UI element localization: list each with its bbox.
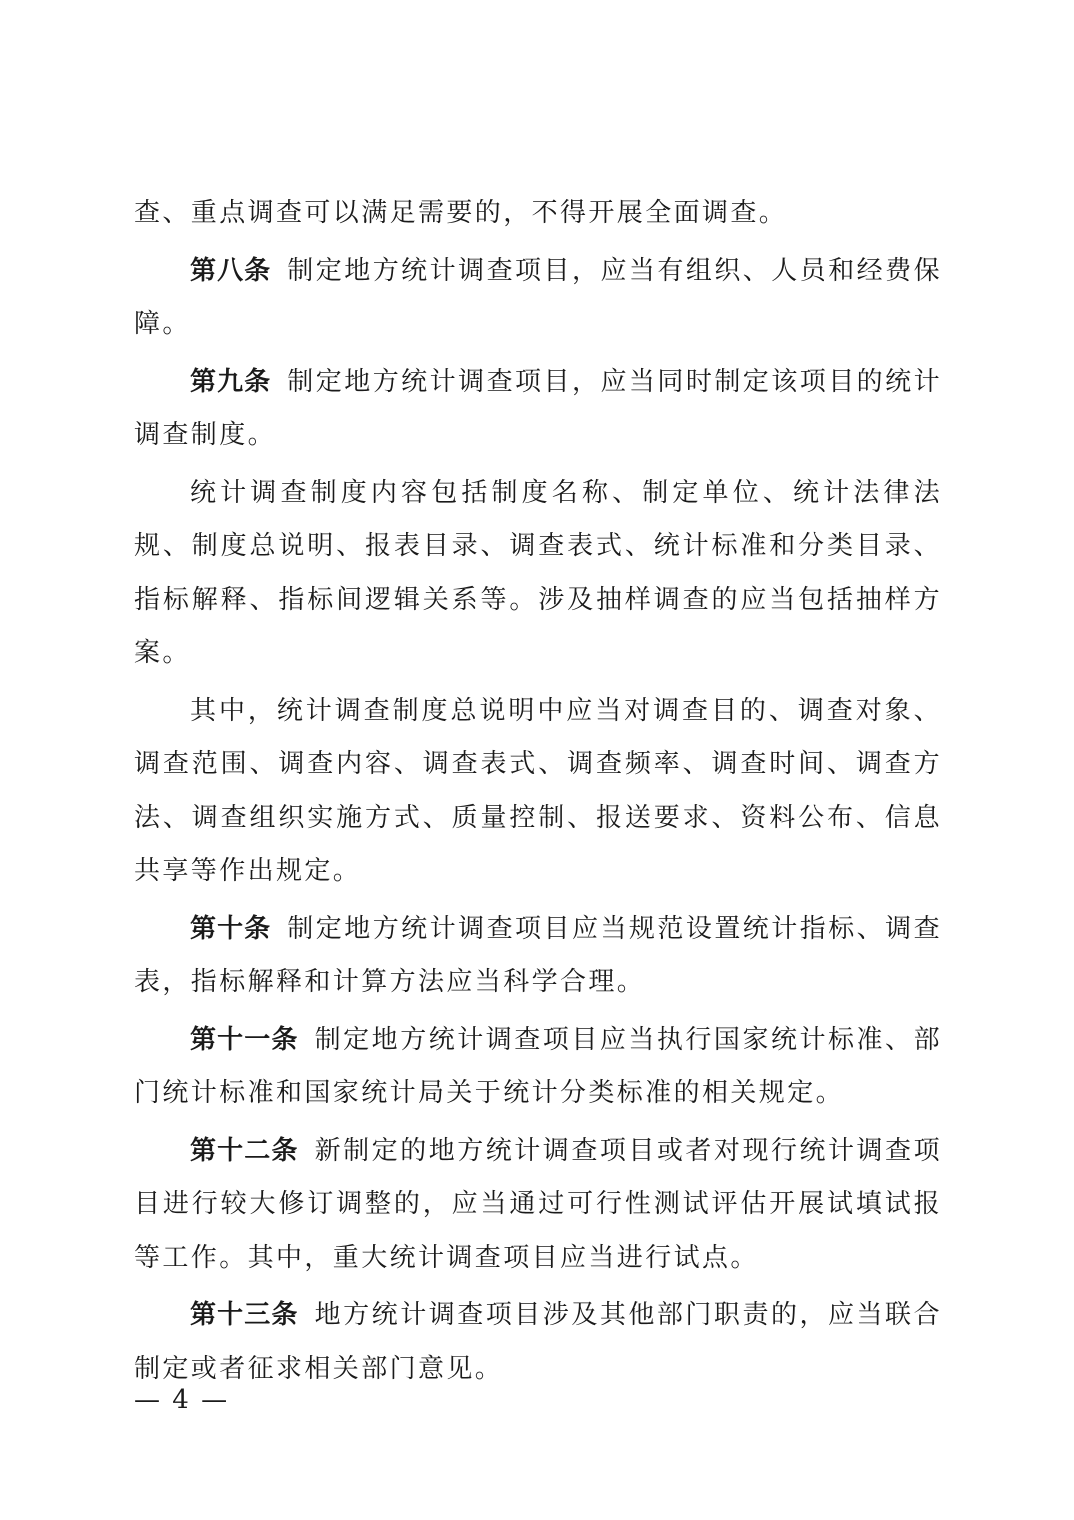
- paragraph-text: 制定地方统计调查项目，应当同时制定该项目的统计调查制度。: [134, 366, 942, 450]
- article-10-paragraph: [134, 903, 942, 1010]
- article-heading: 第九条: [190, 366, 272, 397]
- paragraph-text: 地方统计调查项目涉及其他部门职责的，应当联合制定或者征求相关部门意见。: [134, 1300, 942, 1384]
- paragraph-text: 新制定的地方统计调查项目或者对现行统计调查项目进行较大修订调整的，应当通过可行性测试评估开展试填试报等工作。其中，重大统计调查项目应当进行试点。: [134, 1135, 942, 1273]
- paragraph-text: 制定地方统计调查项目，应当有组织、人员和经费保障。: [134, 255, 942, 339]
- article-heading: 第十条: [190, 913, 272, 944]
- survey-system-content-paragraph: [134, 467, 942, 681]
- article-heading: 第十一条: [190, 1024, 299, 1055]
- article-11-paragraph: [134, 1014, 942, 1121]
- paragraph-text: 查、重点调查可以满足需要的，不得开展全面调查。: [134, 198, 788, 228]
- body-text: [134, 187, 942, 1400]
- general-description-paragraph: [134, 685, 942, 899]
- article-heading: 第十二条: [190, 1135, 299, 1166]
- article-13-paragraph: [134, 1289, 942, 1396]
- paragraph-text: 其中，统计调查制度总说明中应当对调查目的、调查对象、调查范围、调查内容、调查表式、调查频率、调查时间、调查方法、调查组织实施方式、质量控制、报送要求、资料公布、信息共享等作出规定。: [134, 695, 942, 886]
- page-number: — 4 —: [134, 1385, 230, 1415]
- article-heading: 第八条: [190, 255, 272, 286]
- paragraph-text: 制定地方统计调查项目应当执行国家统计标准、部门统计标准和国家统计局关于统计分类标准的相关规定。: [134, 1024, 942, 1108]
- article-12-paragraph: [134, 1125, 942, 1286]
- paragraph-continuation: [134, 187, 942, 241]
- article-9-paragraph: [134, 356, 942, 463]
- article-heading: 第十三条: [190, 1300, 299, 1330]
- paragraph-text: 制定地方统计调查项目应当规范设置统计指标、调查表，指标解释和计算方法应当科学合理。: [134, 913, 942, 997]
- article-8-paragraph: [134, 245, 942, 352]
- paragraph-text: 统计调查制度内容包括制度名称、制定单位、统计法律法规、制度总说明、报表目录、调查表式、统计标准和分类目录、指标解释、指标间逻辑关系等。涉及抽样调查的应当包括抽样方案。: [134, 477, 942, 668]
